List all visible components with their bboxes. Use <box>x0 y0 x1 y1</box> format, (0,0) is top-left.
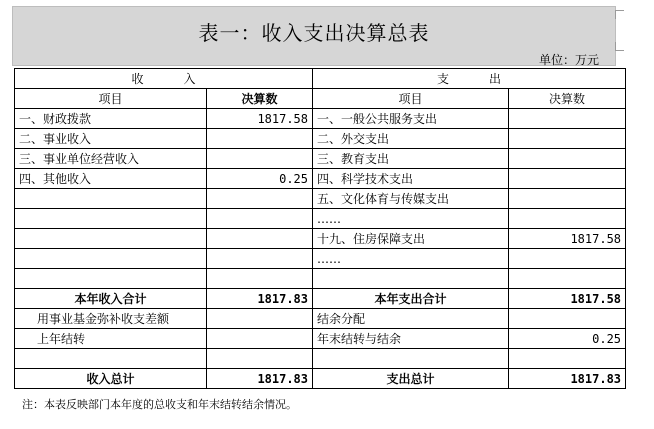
income-amount-cell <box>207 329 313 349</box>
income-item-cell <box>15 209 207 229</box>
crop-mark-bottom <box>615 42 624 51</box>
income-item-cell: 四、其他收入 <box>15 169 207 189</box>
income-item-cell: 三、事业单位经营收入 <box>15 149 207 169</box>
detail-rows <box>15 109 626 289</box>
expense-item-cell: 一、一般公共服务支出 <box>313 109 509 129</box>
adjust-rows <box>15 309 626 369</box>
income-amount-cell <box>207 269 313 289</box>
income-subtotal-label: 本年收入合计 <box>15 289 207 309</box>
expense-amount-header: 决算数 <box>509 89 626 109</box>
income-total-label: 收入总计 <box>15 369 207 389</box>
income-amount-cell: 0.25 <box>207 169 313 189</box>
expense-item-header: 项目 <box>313 89 509 109</box>
table-row <box>15 249 626 269</box>
expense-item-cell: 四、科学技术支出 <box>313 169 509 189</box>
subtotal-section <box>15 289 626 309</box>
expense-amount-cell <box>509 209 626 229</box>
expense-section-header: 支出 <box>313 69 626 89</box>
table-row <box>15 189 626 209</box>
table-title: 表一：收入支出决算总表 <box>198 21 430 45</box>
title-band <box>12 6 616 66</box>
unit-label: 单位：万元 <box>538 53 599 67</box>
expense-total-label: 支出总计 <box>313 369 509 389</box>
expense-item-cell: 五、文化体育与传媒支出 <box>313 189 509 209</box>
income-item-cell <box>15 269 207 289</box>
income-item-cell: 二、事业收入 <box>15 129 207 149</box>
table-row <box>15 229 626 249</box>
income-amount-cell <box>207 229 313 249</box>
expense-item-cell: 年末结转与结余 <box>313 329 509 349</box>
income-item-cell: 上年结转 <box>15 329 207 349</box>
expense-amount-cell <box>509 129 626 149</box>
expense-amount-cell <box>509 169 626 189</box>
expense-amount-cell: 1817.58 <box>509 229 626 249</box>
income-amount-cell <box>207 249 313 269</box>
section-header-row <box>15 69 626 89</box>
income-item-cell <box>15 249 207 269</box>
table-row <box>15 169 626 189</box>
expense-item-cell: …… <box>313 249 509 269</box>
expense-item-cell: 结余分配 <box>313 309 509 329</box>
expense-amount-cell <box>509 349 626 369</box>
expense-item-cell: …… <box>313 209 509 229</box>
expense-amount-cell <box>509 309 626 329</box>
expense-total-amount: 1817.83 <box>509 369 626 389</box>
table-row <box>15 109 626 129</box>
expense-item-cell <box>313 269 509 289</box>
table-body <box>15 69 626 109</box>
footnote: 注：本表反映部门本年度的总收支和年末结转结余情况。 <box>22 398 297 411</box>
income-amount-cell <box>207 129 313 149</box>
total-section <box>15 369 626 389</box>
income-item-cell <box>15 229 207 249</box>
table-row <box>15 149 626 169</box>
income-item-header: 项目 <box>15 89 207 109</box>
expense-subtotal-label: 本年支出合计 <box>313 289 509 309</box>
expense-item-cell <box>313 349 509 369</box>
income-amount-cell <box>207 149 313 169</box>
table-row <box>15 269 626 289</box>
income-item-cell <box>15 189 207 209</box>
column-header-row <box>15 89 626 109</box>
expense-amount-cell <box>509 189 626 209</box>
income-amount-cell <box>207 309 313 329</box>
income-amount-cell <box>207 189 313 209</box>
table-row <box>15 309 626 329</box>
total-row <box>15 369 626 389</box>
income-item-cell: 一、财政拨款 <box>15 109 207 129</box>
table-row <box>15 129 626 149</box>
expense-amount-cell <box>509 249 626 269</box>
expense-amount-cell: 0.25 <box>509 329 626 349</box>
income-amount-header: 决算数 <box>207 89 313 109</box>
expense-subtotal-amount: 1817.58 <box>509 289 626 309</box>
income-subtotal-amount: 1817.83 <box>207 289 313 309</box>
table-row <box>15 329 626 349</box>
income-section-header: 收入 <box>15 69 313 89</box>
income-item-cell: 用事业基金弥补收支差额 <box>15 309 207 329</box>
expense-amount-cell <box>509 269 626 289</box>
expense-item-cell: 十九、住房保障支出 <box>313 229 509 249</box>
crop-mark-top <box>615 10 624 19</box>
table-row <box>15 209 626 229</box>
subtotal-row <box>15 289 626 309</box>
income-total-amount: 1817.83 <box>207 369 313 389</box>
income-amount-cell <box>207 209 313 229</box>
table-row <box>15 349 626 369</box>
expense-amount-cell <box>509 109 626 129</box>
income-item-cell <box>15 349 207 369</box>
income-amount-cell: 1817.58 <box>207 109 313 129</box>
expense-item-cell: 三、教育支出 <box>313 149 509 169</box>
income-amount-cell <box>207 349 313 369</box>
expense-amount-cell <box>509 149 626 169</box>
budget-summary-table <box>14 68 626 389</box>
expense-item-cell: 二、外交支出 <box>313 129 509 149</box>
